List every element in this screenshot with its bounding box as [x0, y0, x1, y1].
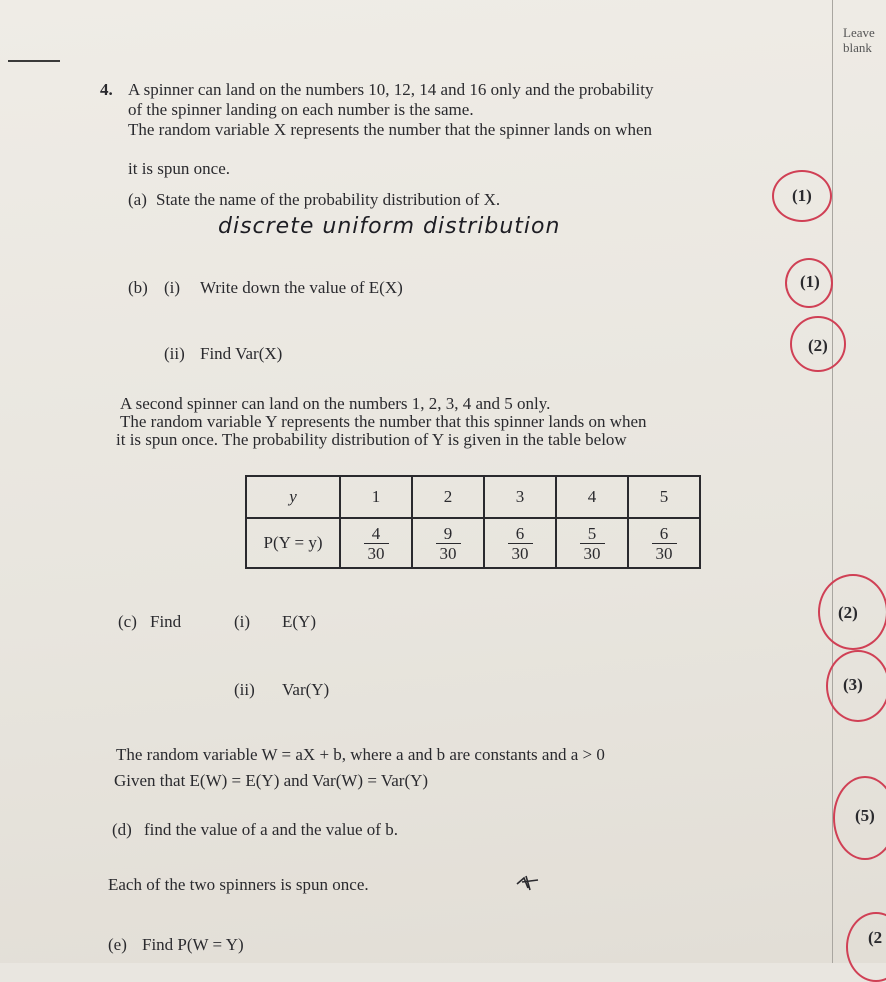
- table-cell: [340, 518, 412, 568]
- fraction-numerator: 6: [508, 524, 533, 544]
- top-rule: [8, 60, 60, 62]
- part-e-marks: (2: [868, 928, 883, 947]
- part-d-label: (d): [112, 820, 132, 839]
- part-c-ii-label: (ii): [234, 680, 255, 699]
- part-a-marks: (1): [792, 186, 812, 205]
- fraction-numerator: 4: [364, 524, 389, 544]
- part-b-i-marks: (1): [800, 272, 820, 291]
- table-cell: 2: [412, 476, 484, 518]
- part-c-i-label: (i): [234, 612, 251, 631]
- table-cell: [484, 518, 556, 568]
- table-cell: 1: [340, 476, 412, 518]
- fraction-denominator: 30: [367, 543, 385, 563]
- fraction-denominator: 30: [511, 543, 529, 563]
- part-a-label: (a): [128, 190, 147, 209]
- part-c-find: Find: [150, 612, 182, 631]
- fraction-numerator: 9: [436, 524, 461, 544]
- part-b-label: (b): [128, 278, 148, 297]
- part-c-i-marks: (2): [838, 603, 858, 622]
- part-d-marks: (5): [855, 806, 875, 825]
- table-cell: 3: [484, 476, 556, 518]
- part-d-text: find the value of a and the value of b.: [144, 820, 398, 839]
- table-header-prob: P(Y = y): [246, 518, 340, 568]
- table-cell: [412, 518, 484, 568]
- part-b-ii-marks: (2): [808, 336, 828, 355]
- part-a-text: State the name of the probability distribution of X.: [156, 190, 501, 209]
- table-row: [246, 518, 700, 568]
- second-intro-line-3: it is spun once. The probability distribution of Y is given in the table below: [116, 430, 627, 449]
- second-intro-line-1: A second spinner can land on the numbers 1, 2, 3, 4 and 5 only.: [120, 394, 551, 413]
- part-c-i-text: E(Y): [282, 612, 316, 631]
- fraction-numerator: 5: [580, 524, 605, 544]
- intro-line-4: it is spun once.: [128, 159, 230, 178]
- both-spun-text: Each of the two spinners is spun once.: [108, 875, 369, 894]
- fraction-denominator: 30: [655, 543, 673, 563]
- part-e-text: Find P(W = Y): [142, 935, 244, 954]
- fraction-denominator: 30: [439, 543, 457, 563]
- fraction-numerator: 6: [652, 524, 677, 544]
- table-cell: [556, 518, 628, 568]
- question-number: 4.: [100, 80, 113, 99]
- part-b-ii-label: (ii): [164, 344, 185, 363]
- intro-line-1: A spinner can land on the numbers 10, 12, 14 and 16 only and the probability: [128, 80, 654, 99]
- handwritten-answer-a: discrete uniform distribution: [218, 214, 561, 239]
- w-intro-line-1: The random variable W = aX + b, where a and b are constants and a > 0: [116, 745, 605, 764]
- fraction-denominator: 30: [583, 543, 601, 563]
- leave-label: Leave: [843, 25, 875, 40]
- second-intro-line-2: The random variable Y represents the number that this spinner lands on when: [120, 412, 647, 431]
- table-row: [246, 476, 700, 518]
- table-header-y: y: [246, 476, 340, 518]
- intro-line-2: of the spinner landing on each number is the same.: [128, 100, 474, 119]
- part-e-label: (e): [108, 935, 127, 954]
- table-cell: 4: [556, 476, 628, 518]
- table-cell: [628, 518, 700, 568]
- intro-line-3: The random variable X represents the number that the spinner lands on when: [128, 120, 653, 139]
- part-b-i-label: (i): [164, 278, 181, 297]
- probability-table: [245, 475, 701, 569]
- part-c-ii-marks: (3): [843, 675, 863, 694]
- part-c-label: (c): [118, 612, 137, 631]
- blank-label: blank: [843, 40, 872, 55]
- part-b-ii-text: Find Var(X): [200, 344, 283, 363]
- table-cell: 5: [628, 476, 700, 518]
- part-c-ii-text: Var(Y): [282, 680, 330, 699]
- part-b-i-text: Write down the value of E(X): [200, 278, 403, 297]
- w-intro-line-2: Given that E(W) = E(Y) and Var(W) = Var(Y): [114, 771, 429, 790]
- handwritten-scribble: [514, 870, 544, 894]
